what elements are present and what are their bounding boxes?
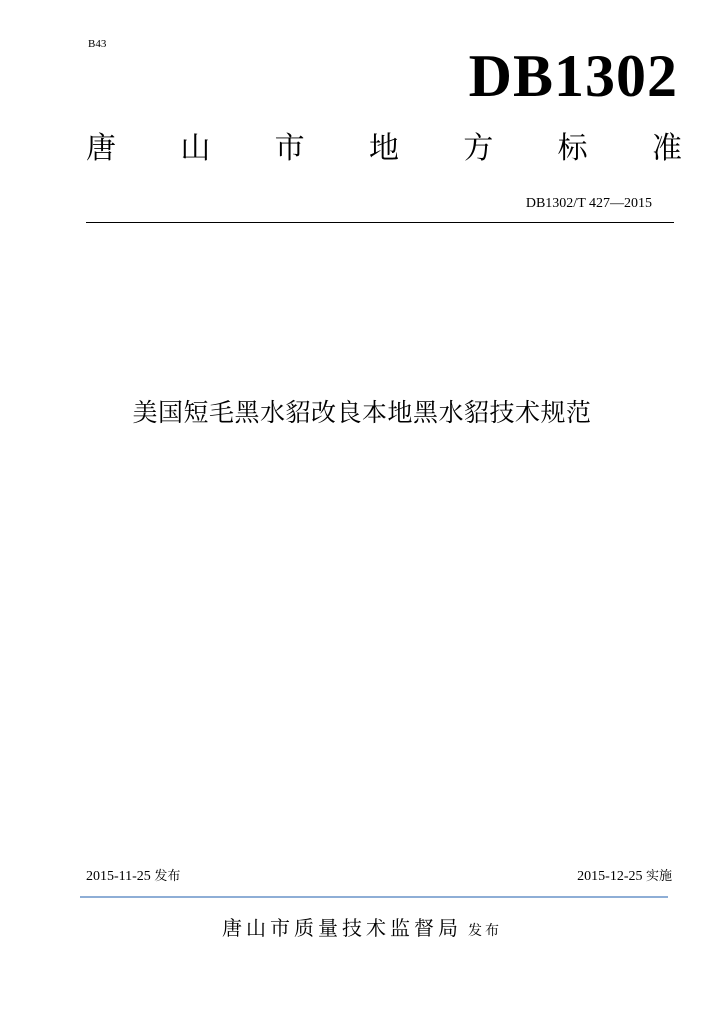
standard-number: DB1302/T 427—2015: [525, 196, 652, 211]
standard-mark: DB1302: [468, 43, 678, 109]
standard-type-char: 标: [557, 131, 588, 166]
footer-divider: [80, 896, 668, 898]
standard-type-char: 方: [463, 131, 494, 166]
issuer-name: 唐山市质量技术监督局: [222, 916, 462, 940]
standard-type-char: 市: [274, 131, 305, 166]
implementation-date: 2015-12-25: [577, 869, 643, 884]
implementation-label: 实施: [645, 869, 672, 884]
standard-type-char: 山: [180, 131, 211, 166]
standard-type-char: 准: [651, 131, 682, 166]
release-date-line: [86, 865, 180, 885]
document-title: 美国短毛黑水貂改良本地黑水貂技术规范: [132, 398, 592, 427]
header-divider: [86, 222, 674, 223]
standard-type-char: 地: [368, 131, 399, 166]
issuer-label: 发布: [468, 923, 502, 939]
standard-type-heading: [86, 131, 682, 166]
implementation-date-line: [577, 865, 672, 885]
ics-classification-code: B43: [88, 38, 107, 50]
release-date: 2015-11-25: [86, 869, 151, 884]
release-label: 发布: [154, 869, 181, 884]
issuer-line: [0, 912, 724, 941]
standard-type-char: 唐: [86, 131, 116, 166]
